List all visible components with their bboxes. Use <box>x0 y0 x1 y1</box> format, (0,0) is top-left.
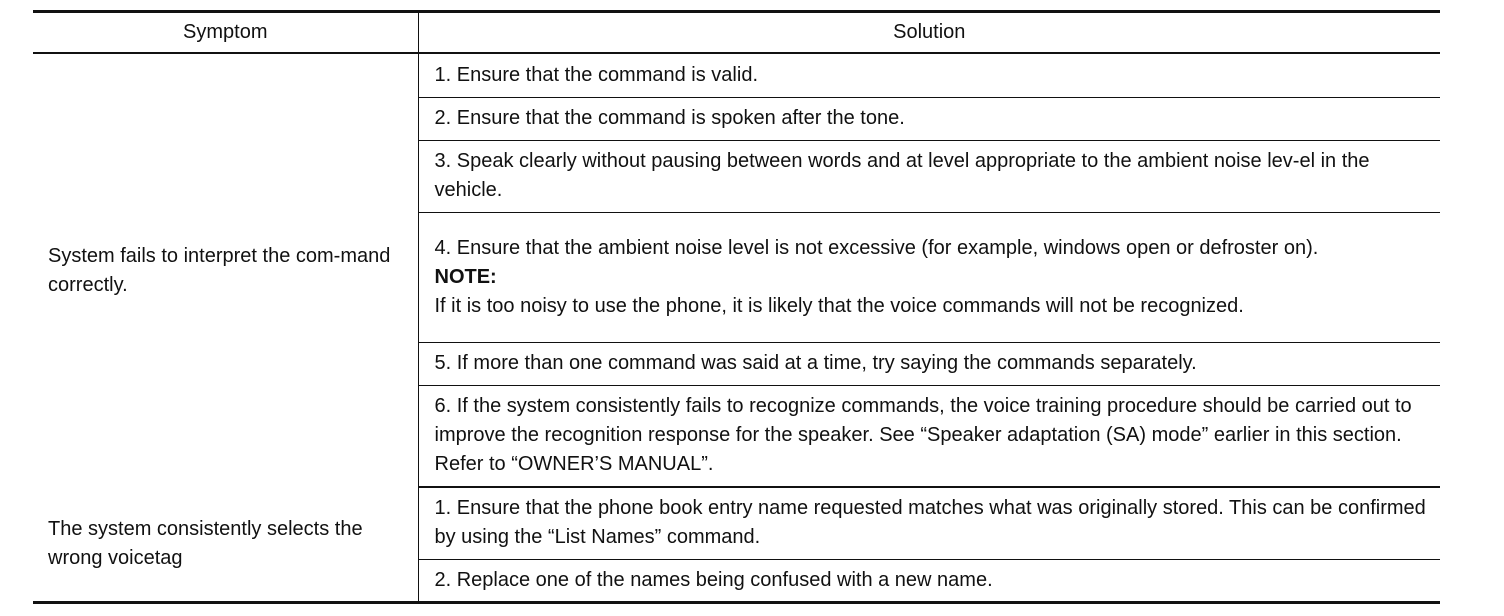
solution-cell: 1. Ensure that the command is valid. <box>418 53 1440 97</box>
note-text: If it is too noisy to use the phone, it is likely that the voice commands will not be recognized. <box>434 294 1244 317</box>
solution-column-header: Solution <box>893 21 966 43</box>
solution-cell: 2. Ensure that the command is spoken after the tone. <box>418 97 1440 140</box>
solution-cell: 5. If more than one command was said at a time, try saying the commands separately. <box>418 342 1440 385</box>
troubleshooting-table <box>33 10 1440 604</box>
symptom-column-header: Symptom <box>33 12 418 54</box>
note-title: NOTE: <box>434 265 497 288</box>
table-header <box>33 12 1440 54</box>
solution-cell: 3. Speak clearly without pausing between words and at level appropriate to the ambient noise lev-el in the vehicle. <box>418 140 1440 212</box>
solution-cell-with-note <box>418 212 1440 342</box>
solution-cell: 6. If the system consistently fails to recognize commands, the voice training procedure should be carried out to improve the recognition response for the speaker. See “Speaker adaptation (SA) mode” earlier in this section. Refer to “OWNER’S MANUAL”. <box>418 385 1440 487</box>
table-body <box>33 53 1440 602</box>
solution-cell: 2. Replace one of the names being confused with a new name. <box>434 568 993 591</box>
header-row <box>33 12 1440 54</box>
table-row <box>33 487 1440 559</box>
symptom-cell: The system consistently selects the wrong voicetag <box>33 487 418 602</box>
table-row <box>33 53 1440 97</box>
symptom-cell: System fails to interpret the com-mand correctly. <box>33 53 418 487</box>
troubleshooting-table-wrapper <box>33 10 1440 604</box>
solution-text: 4. Ensure that the ambient noise level is not excessive (for example, windows open or defroster on). <box>434 236 1319 259</box>
solution-cell: 1. Ensure that the phone book entry name requested matches what was originally stored. This can be confirmed by using the “List Names” command. <box>418 487 1440 559</box>
